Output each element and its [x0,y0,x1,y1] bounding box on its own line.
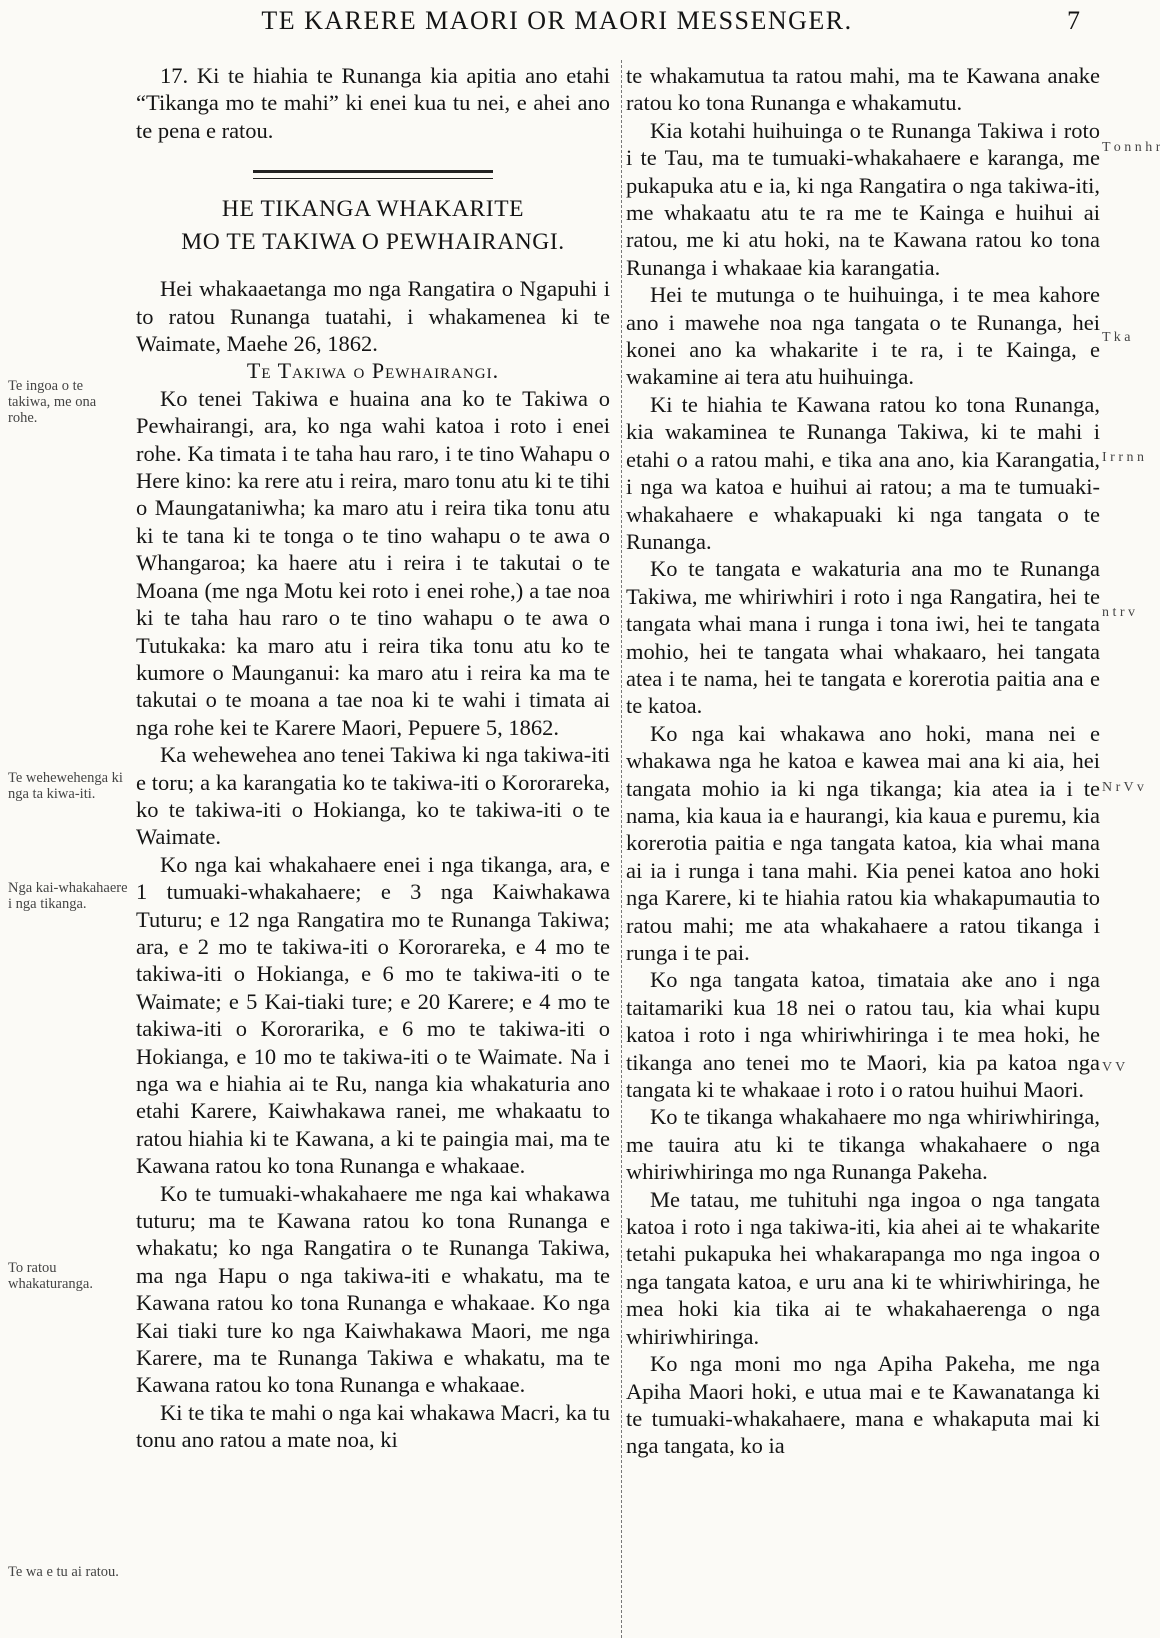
continuation-paragraph: te whakamutua ta ratou mahi, ma te Kawana anake ratou ko tona Runanga e whakamutu. [626,63,1100,116]
edge-fragment: I r r n n [1102,450,1144,465]
margin-note: Nga kai-whakahaere i nga tikanga. [8,880,128,912]
body-paragraph: Ko te tumuaki-whakahaere me nga kai whakawa tuturu; ma te Kawana ratou ko tona Runanga e whakatu; ko nga Rangatira o te Runanga Takiwa, ma nga Hapu o nga takiwa-iti e whakatu, ma te Kawana ratou ko tona Runanga e whakaae. Ko nga Kai tiaki ture ko nga Kaiwhakawa Maori, me nga Karere, ma te Runanga Takiwa e whakatu, ma te Kawana ratou ko tona Runanga e whakaae. [136,1180,610,1398]
page-header [0,2,1114,42]
right-column [626,62,1100,1460]
body-paragraph: Ko nga tangata katoa, timataia ake ano i nga taitamariki kua 18 nei o ratou tau, kia whai kupu katoa i roto i nga whiriwhiringa i te mea hoki, he tikanga ano tenei mo te Maori, kia pa katoa nga tangata ki te whakaae i roto i o ratou huihui Maori. [626,967,1100,1103]
body-paragraph: Ko te tangata e wakaturia ana mo te Runanga Takiwa, me whiriwhiri i roto i nga Rangatira, hei te tangata whai mana i runga i tona iwi, hei te tangata mohio, hei te tangata whai whakaaro, hei tangata atea i te nama, hei te tangata e korerotia paitia ana e te katoa. [626,556,1100,719]
body-paragraph: Ko tenei Takiwa e huaina ana ko te Takiwa o Pewhairangi, ara, ko nga wahi katoa i roto i enei rohe. Ka timata i te taha hau raro, i te tino Wahapu o Here kino: ka rere atu i reira, maro tonu atu ki te tihi o Maungataniwha; ka maro atu i reira tika tonu atu ki te tana ki te tonga o te tino wahapu o te awa o Whangaroa; ka haere atu i reira i te takutai o te Moana (me nga Motu kei roto i enei rohe,) a tae noa ki te taha hau raro o te tino wahapu o te awa o Tutukaka: ka maro atu i reira tika tonu atu ko te kumore o Maunganui: ka maro atu i reira ka ma te takutai o te moana a tae noa ki te wahi i timata ai nga rohe kei te Karere Maori, Pepuere 5, 1862. [136,385,610,740]
body-paragraph: Ki te hiahia te Kawana ratou ko tona Runanga, kia wakaminea te Runanga Takiwa, ki te mahi i etahi o a ratou mahi, e tika ana ano, kia Karangatia, i nga wa katoa e huihui ai ratou; a ma te tumuaki-whakahaere e whakapuaki ki nga tangata o te Runanga. [626,391,1100,554]
page-number: 7 [1067,6,1080,35]
body-paragraph: Hei te mutunga o te huihuinga, i te mea kahore ano i mawehe noa nga tangata o te Runanga, hei konei ano ka whakarite i te ra, i te Kainga, e wakamine ai tera atu huihuinga. [626,282,1100,390]
body-paragraph: Ki te tika te mahi o nga kai whakawa Macri, ka tu tonu ano ratou a mate noa, ki [136,1399,610,1453]
body-paragraph: Ka wehewehea ano tenei Takiwa ki nga takiwa-iti e toru; a ka karangatia ko te takiwa-iti o Kororareka, ko te takiwa-iti o Hokianga, ko te takiwa-iti o te Waimate. [136,742,610,850]
margin-note: To ratou whakaturanga. [8,1260,93,1292]
heading-line: MO TE TAKIWA O PEWHAIRANGI. [181,229,565,256]
subheading: Te Takiwa o Pewhairangi. [246,358,500,384]
margin-note: Te ingoa o te takiwa, me ona rohe. [8,378,97,426]
edge-fragment: V V [1102,1060,1126,1075]
section-heading [136,193,610,259]
newspaper-title: TE KARERE MAORI OR MAORI MESSENGER. [261,6,853,35]
left-column [136,62,610,1454]
intro-paragraph: 17. Ki te hiahia te Runanga kia apitia ano etahi “Tikanga mo te mahi” ki enei kua tu nei, e ahei ano te pena e ratou. [136,63,610,143]
edge-fragment: T k a [1102,330,1131,345]
body-paragraph: Ko nga kai whakawa ano hoki, mana nei e whakawa nga he katoa e kawea mai ana ki aia, hei tangata mohio ia ki nga tikanga; kia atea ia i te nama, kia kaua ia e haurangi, kia kaua e puremu, kia korerotia paitia e nga tangata katoa, kia whai mana ai ia i runga i tana mahi. Kia penei katoa ano hoki nga Karere, ki te hiahia ratou kia whakapumautia to ratou mahi; me ata whakahaere a ratou tikanga i runga i te pai. [626,720,1100,965]
body-paragraph: Ko nga kai whakahaere enei i nga tikanga, ara, e 1 tumuaki-whakahaere; e 3 nga Kaiwhakawa Tuturu; e 12 nga Rangatira mo te Runanga Takiwa; ara, e 2 mo te takiwa-iti o Kororareka, e 4 mo te takiwa-iti o Hokianga, e 6 mo te takiwa-iti o te Waimate; e 5 Kai-tiaki ture; e 20 Karere; e 4 mo te takiwa-iti o Kororarika, e 6 mo te takiwa-iti o Hokianga, e 10 mo te takiwa-iti o te Waimate. Na i nga wa e hiahia ai te Ru, nanga kia whakaturia ano etahi Karere, Kaiwhakawa ranei, me whakaatu to ratou hiahia ki te Kawana, a ki te paingia mai, ma te Kawana ratou ko tona Runanga e whakaae. [136,851,610,1179]
body-paragraph: Ko nga moni mo nga Apiha Pakeha, me nga Apiha Maori hoki, e utua mai e te Kawanatanga ki te tumuaki-whakahaere, mana e whakaputa mai ki nga tangata, ko ia [626,1351,1100,1459]
body-paragraph: Ko te tikanga whakahaere mo nga whiriwhiringa, me tauira atu ki te tikanga whakahaere o nga whiriwhiringa mo nga Runanga Pakeha. [626,1104,1100,1185]
body-paragraph: Kia kotahi huihuinga o te Runanga Takiwa i roto i te Tau, ma te tumuaki-whakahaere e karanga, me pukapuka atu e ia, ki nga Rangatira o nga takiwa-iti, me whakaatu atu te ra me te Kainga e huihui ai ratou, me ki atu hoki, na te Kawana ratou ko tona Runanga i whakaae kia karangatia. [626,117,1100,280]
heading-line: HE TIKANGA WHAKARITE [221,196,525,223]
margin-note: Te wa e tu ai ratou. [8,1564,119,1580]
body-paragraph: Me tatau, me tuhituhi nga ingoa o nga tangata katoa i roto i nga takiwa-iti, kia ahei ai te whakarite tetahi pukapuka hei whakarapanga mo nga ingoa o nga tangata katoa, e uru ana ki te whiriwhiringa, he mea hoki kia tika ai te whakahaerenga o nga whiriwhiringa. [626,1186,1100,1349]
edge-fragment: n t r v [1102,605,1136,620]
edge-fragment: N r V v [1102,780,1144,795]
column-divider [621,60,623,1638]
section-rule [253,170,493,179]
edge-fragment: T o n n h r [1102,140,1160,155]
announcement-paragraph: Hei whakaaetanga mo nga Rangatira o Ngapuhi i to ratou Runanga tuatahi, i whakamenea ki te Waimate, Maehe 26, 1862. [136,276,610,357]
margin-note: Te wehewehenga ki nga ta kiwa-iti. [8,770,123,802]
